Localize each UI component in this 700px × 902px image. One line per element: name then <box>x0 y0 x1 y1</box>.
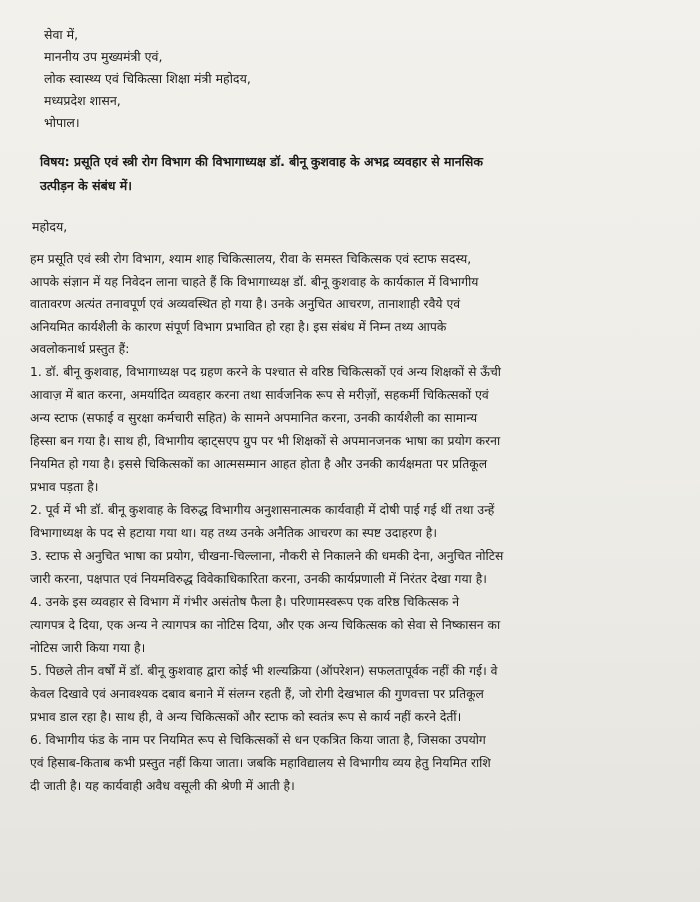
body-line: अनियमित कार्यशैली के कारण संपूर्ण विभाग प्रभावित हो रहा है। इस संबंध में निम्न तथ्य आपके <box>30 319 447 334</box>
point-line: 2. पूर्व में भी डॉ. बीनू कुशवाह के विरुद्ध विभागीय अनुशासनात्मक कार्यवाही में दोषी पाई गई थीं तथा उन्हें <box>30 502 495 517</box>
point-line: प्रभाव पड़ता है। <box>30 479 99 494</box>
point-line: जारी करना, पक्षपात एवं नियमविरुद्ध विवेकाधिकारिता करना, उनकी कार्यप्रणाली में निरंतर देखा गया है। <box>30 571 487 586</box>
point-line: आवाज़ में बात करना, अमर्यादित व्यवहार करना तथा सार्वजनिक रूप से मरीज़ों, सहकर्मी चिकित्सकों एवं <box>30 387 489 402</box>
point-line: नियमित हो गया है। इससे चिकित्सकों का आत्मसम्मान आहत होता है और उनकी कार्यक्षमता पर प्रतिकूल <box>30 456 488 471</box>
point-line: त्यागपत्र दे दिया, एक अन्य ने त्यागपत्र का नोटिस दिया, और एक अन्य चिकित्सक को सेवा से निष्कासन का <box>30 617 501 632</box>
point-line: प्रभाव डाल रहा है। साथ ही, वे अन्य चिकित्सकों और स्टाफ को स्वतंत्र रूप से कार्य नहीं करने देतीं। <box>30 709 462 724</box>
address-line: माननीय उप मुख्यमंत्री एवं, <box>44 49 163 64</box>
point-line: 4. उनके इस व्यवहार से विभाग में गंभीर असंतोष फैला है। परिणामस्वरूप एक वरिष्ठ चिकित्सक ने <box>30 594 460 609</box>
point-line: 1. डॉ. बीनू कुशवाह, विभागाध्यक्ष पद ग्रहण करने के पश्चात से वरिष्ठ चिकित्सकों एवं अन्य शिक्षकों से ऊँची <box>30 364 501 379</box>
point-line: दी जाती है। यह कार्यवाही अवैध वसूली की श्रेणी में आती है। <box>30 778 295 793</box>
subject-line: उत्पीड़न के संबंध में। <box>40 178 132 193</box>
point-line: हिस्सा बन गया है। साथ ही, विभागीय व्हाट्सएप ग्रुप पर भी शिक्षकों से अपमानजनक भाषा का प्रयोग करना <box>30 433 501 448</box>
point-line: नोटिस जारी किया गया है। <box>30 640 146 655</box>
address-line: मध्यप्रदेश शासन, <box>44 93 121 108</box>
address-line: भोपाल। <box>44 115 80 130</box>
address-line: लोक स्वास्थ्य एवं चिकित्सा शिक्षा मंत्री महोदय, <box>44 71 251 86</box>
intro-paragraph <box>30 248 670 361</box>
subject-block <box>30 150 670 198</box>
body-line: वातावरण अत्यंत तनावपूर्ण एवं अव्यवस्थित हो गया है। उनके अनुचित आचरण, तानाशाही रवैये एवं <box>30 297 461 311</box>
recipient-address <box>30 24 670 134</box>
point-line: अन्य स्टाफ (सफाई व सुरक्षा कर्मचारी सहित) के सामने अपमानित करना, उनकी कार्यशैली का सामान्य <box>30 410 478 425</box>
subject-line: विषय: प्रसूति एवं स्त्री रोग विभाग की विभागाध्यक्ष डॉ. बीनू कुशवाह के अभद्र व्यवहार से मानसिक <box>40 154 483 169</box>
address-line: सेवा में, <box>44 27 79 42</box>
body-line: अवलोकनार्थ प्रस्तुत हैं: <box>30 342 130 356</box>
body-line: आपके संज्ञान में यह निवेदन लाना चाहते हैं कि विभागाध्यक्ष डॉ. बीनू कुशवाह के कार्यकाल में विभागीय <box>30 274 479 289</box>
numbered-points <box>30 361 670 798</box>
salutation: महोदय, <box>32 219 68 234</box>
point-line: 5. पिछले तीन वर्षों में डॉ. बीनू कुशवाह द्वारा कोई भी शल्यक्रिया (ऑपरेशन) सफलतापूर्वक नहीं की गई। वे <box>30 663 498 678</box>
point-line: विभागाध्यक्ष के पद से हटाया गया था। यह तथ्य उनके अनैतिक आचरण का स्पष्ट उदाहरण है। <box>30 525 437 540</box>
point-line: एवं हिसाब-किताब कभी प्रस्तुत नहीं किया जाता। जबकि महाविद्यालय से विभागीय व्यय हेतु नियमित राशि <box>30 755 491 770</box>
point-line: 3. स्टाफ से अनुचित भाषा का प्रयोग, चीखना-चिल्लाना, नौकरी से निकालने की धमकी देना, अनुचित नोटिस <box>30 548 504 563</box>
body-line: हम प्रसूति एवं स्त्री रोग विभाग, श्याम शाह चिकित्सालय, रीवा के समस्त चिकित्सक एवं स्टाफ सदस्य, <box>30 252 472 266</box>
point-line: केवल दिखावे एवं अनावश्यक दबाव बनाने में संलग्न रहती हैं, जो रोगी देखभाल की गुणवत्ता पर प्रतिकूल <box>30 686 484 701</box>
point-line: 6. विभागीय फंड के नाम पर नियमित रूप से चिकित्सकों से धन एकत्रित किया जाता है, जिसका उपयोग <box>30 732 486 747</box>
